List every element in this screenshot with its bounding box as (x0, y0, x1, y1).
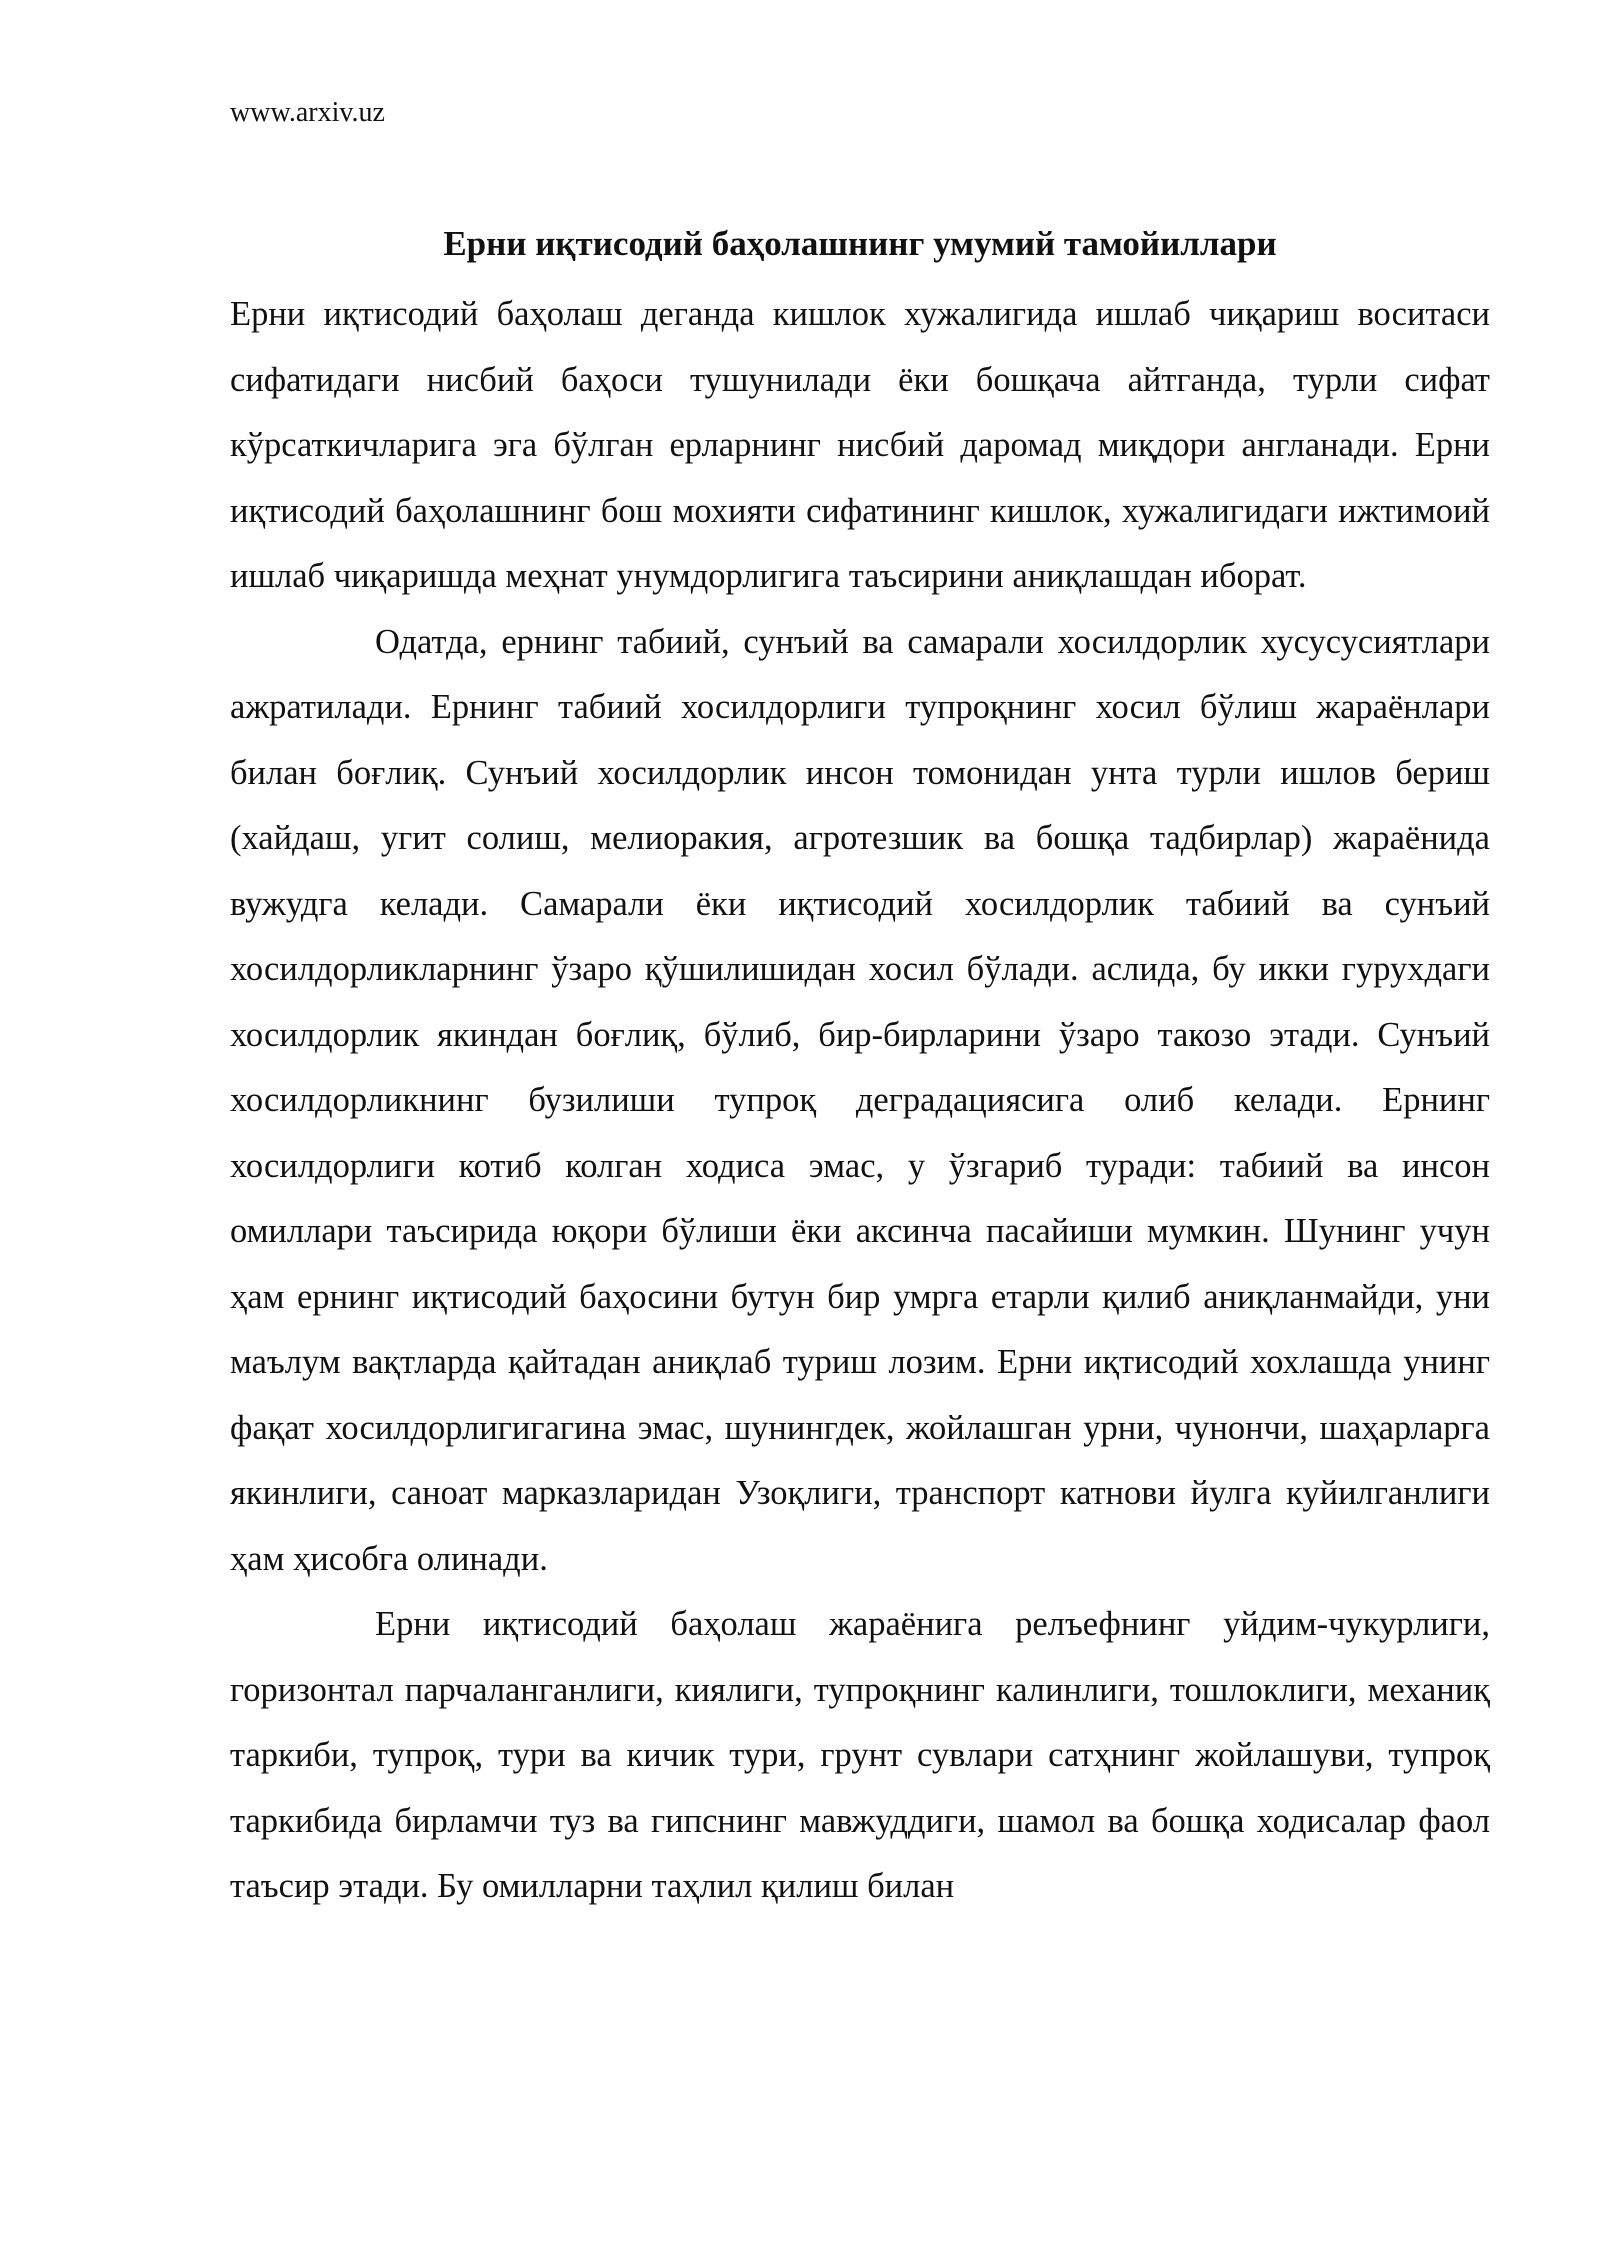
document-title: Ерни иқтисодий баҳолашнинг умумий тамойиллари (443, 224, 1277, 263)
paragraph-3: Ерни иқтисодий баҳолаш жараёнига релъефнинг уйдим-чукурлиги, горизонтал парчаланганлиги, киялиги, тупроқнинг калинлиги, тошлоклиги, механиқ таркиби, тупроқ, тури ва кичик тури, грунт сувлари сатҳнинг жойлашуви, тупроқ таркибида бирламчи туз ва гипснинг мавжуддиги, шамол ва бошқа ходисалар фаол таъсир этади. Бу омилларни таҳлил қилиш билан (230, 1605, 1490, 1905)
paragraph-2: Одатда, ернинг табиий, сунъий ва самарали хосилдорлик хусусусиятлари ажратилади. Ернинг табиий хосилдорлиги тупроқнинг хосил бўлиш жараёнлари билан боғлиқ. Сунъий хосилдорлик инсон томонидан унта турли ишлов бериш (хайдаш, угит солиш, мелиоракия, агротезшик ва бошқа тадбирлар) жараёнида вужудга келади. Самарали ёки иқтисодий хосилдорлик табиий ва сунъий хосилдорликларнинг ўзаро қўшилишидан хосил бўлади. аслида, бу икки гурухдаги хосилдорлик якиндан боғлиқ, бўлиб, бир-бирларини ўзаро такозо этади. Сунъий хосилдорликнинг бузилиши тупроқ деградациясига олиб келади. Ернинг хосилдорлиги котиб колган ходиса эмас, у ўзгариб туради: табиий ва инсон омиллари таъсирида юқори бўлиши ёки аксинча пасайиши мумкин. Шунинг учун ҳам ернинг иқтисодий баҳосини бутун бир умрга етарли қилиб аниқланмайди, уни маълум вақтларда қайтадан аниқлаб туриш лозим. Ерни иқтисодий хохлашда унинг фақат хосилдорлигигагина эмас, шунингдек, жойлашган урни, чунончи, шаҳарларга якинлиги, саноат марказларидан Узоқлиги, транспорт катнови йулга куйилганлиги ҳам ҳисобга олинади. (230, 622, 1490, 1578)
document-body (230, 282, 1490, 1920)
site-url-header: www.arxiv.uz (230, 97, 385, 128)
paragraph-1: Ерни иқтисодий баҳолаш деганда кишлок хужалигида ишлаб чиқариш воситаси сифатидаги нисбий баҳоси тушунилади ёки бошқача айтганда, турли сифат кўрсаткичларига эга бўлган ерларнинг нисбий даромад миқдори англанади. Ерни иқтисодий баҳолашнинг бош мохияти сифатининг кишлок, хужалигидаги ижтимоий ишлаб чиқаришда меҳнат унумдорлигига таъсирини аниқлашдан иборат. (230, 295, 1490, 595)
